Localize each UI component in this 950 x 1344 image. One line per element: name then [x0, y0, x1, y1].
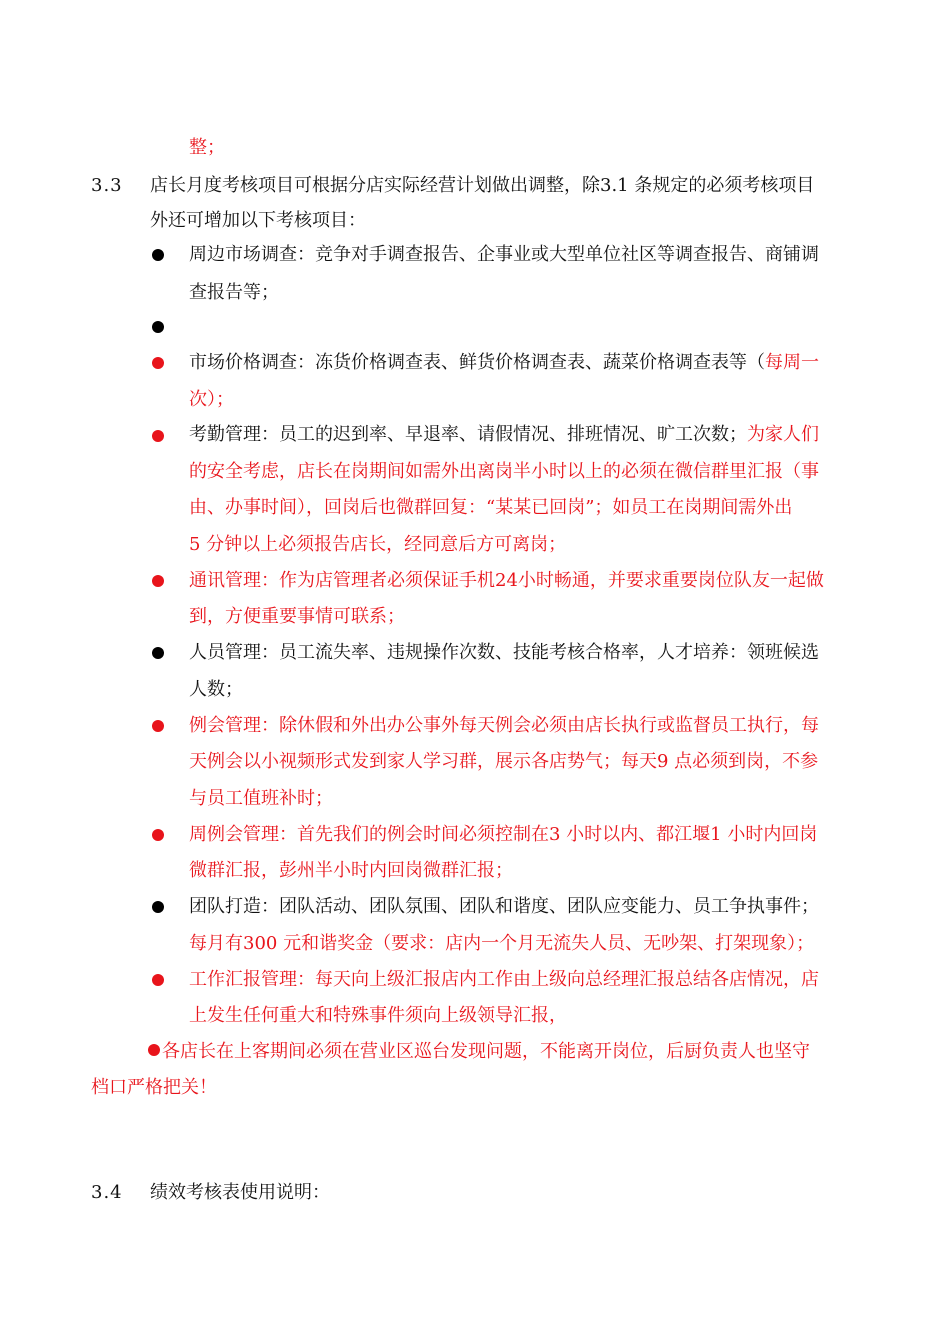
bullet-icon: [152, 430, 164, 442]
bullet-text: 通讯管理：作为店管理者必须保证手机24小时畅通，并要求重要岗位队友一起做: [189, 570, 824, 591]
bullet-text: 周边市场调查：竞争对手调查报告、企事业或大型单位社区等调查报告、商铺调: [189, 244, 819, 265]
bullet-icon: [152, 720, 164, 732]
section-3-3-text: 店长月度考核项目可根据分店实际经营计划做出调整，除3.1 条规定的必须考核项目: [150, 175, 815, 196]
bullet-icon: [152, 575, 164, 587]
bullet-text-cont: 由、办事时间），回岗后也微群回复：“某某已回岗”；如员工在岗期间需外出: [189, 497, 793, 518]
section-number-3-3: 3.3: [91, 175, 123, 196]
bullet-text-cont: 微群汇报，彭州半小时内回岗微群汇报；: [189, 860, 513, 881]
bullet-icon: [152, 901, 164, 913]
bullet-text-cont: 5 分钟以上必须报告店长，经同意后方可离岗；: [189, 534, 567, 555]
bullet-icon: [152, 357, 164, 369]
bullet-icon: [152, 321, 164, 333]
bullet-text: 人员管理：员工流失率、违规操作次数、技能考核合格率，人才培养：领班候选: [189, 642, 819, 663]
text-span: 考勤管理：员工的迟到率、早退率、请假情况、排班情况、旷工次数；: [189, 424, 747, 445]
section-3-4-text: 绩效考核表使用说明：: [150, 1182, 330, 1203]
bullet-icon: [148, 1044, 160, 1056]
bullet-text-cont: 查报告等；: [189, 282, 279, 303]
section-3-3-text-cont: 外还可增加以下考核项目：: [150, 210, 366, 231]
text-span: 市场价格调查：冻货价格调查表、鲜货价格调查表、蔬菜价格调查表等（: [189, 352, 765, 373]
bullet-text-cont: 到，方便重要事情可联系；: [189, 606, 405, 627]
bullet-text-cont: 每月有300 元和谐奖金（要求：店内一个月无流失人员、无吵架、打架现象）；: [189, 933, 815, 954]
bullet-icon: [152, 249, 164, 261]
bullet-text-cont: 天例会以小视频形式发到家人学习群，展示各店势气；每天9 点必须到岗，不参: [189, 751, 819, 772]
note-text: [148, 1040, 810, 1064]
bullet-text: 例会管理：除休假和外出办公事外每天例会必须由店长执行或监督员工执行，每: [189, 715, 819, 736]
bullet-text-cont: 与员工值班补时；: [189, 788, 333, 809]
bullet-text: 团队打造：团队活动、团队氛围、团队和谐度、团队应变能力、员工争执事件；: [189, 896, 819, 917]
bullet-icon: [152, 647, 164, 659]
note-text-cont: 档口严格把关！: [91, 1077, 217, 1098]
bullet-text: [189, 351, 819, 375]
bullet-icon: [152, 829, 164, 841]
bullet-text-cont: 上发生任何重大和特殊事件须向上级领导汇报，: [189, 1005, 567, 1026]
bullet-text-cont: 的安全考虑，店长在岗期间如需外出离岗半小时以上的必须在微信群里汇报（事: [189, 461, 819, 482]
text-span-red: 每周一: [765, 352, 819, 373]
note-span: 各店长在上客期间必须在营业区巡台发现问题，不能离开岗位，后厨负责人也坚守: [162, 1041, 810, 1062]
bullet-text-cont: 次）；: [189, 389, 234, 410]
bullet-text: 周例会管理：首先我们的例会时间必须控制在3 小时以内、都江堰1 小时内回岗: [189, 824, 818, 845]
bullet-text: [189, 423, 819, 447]
text-span-red: 为家人们: [747, 424, 819, 445]
text-line: 整；: [189, 137, 225, 158]
section-number-3-4: 3.4: [91, 1182, 123, 1203]
bullet-text-cont: 人数；: [189, 679, 243, 700]
bullet-text: 工作汇报管理：每天向上级汇报店内工作由上级向总经理汇报总结各店情况，店: [189, 969, 819, 990]
bullet-icon: [152, 974, 164, 986]
